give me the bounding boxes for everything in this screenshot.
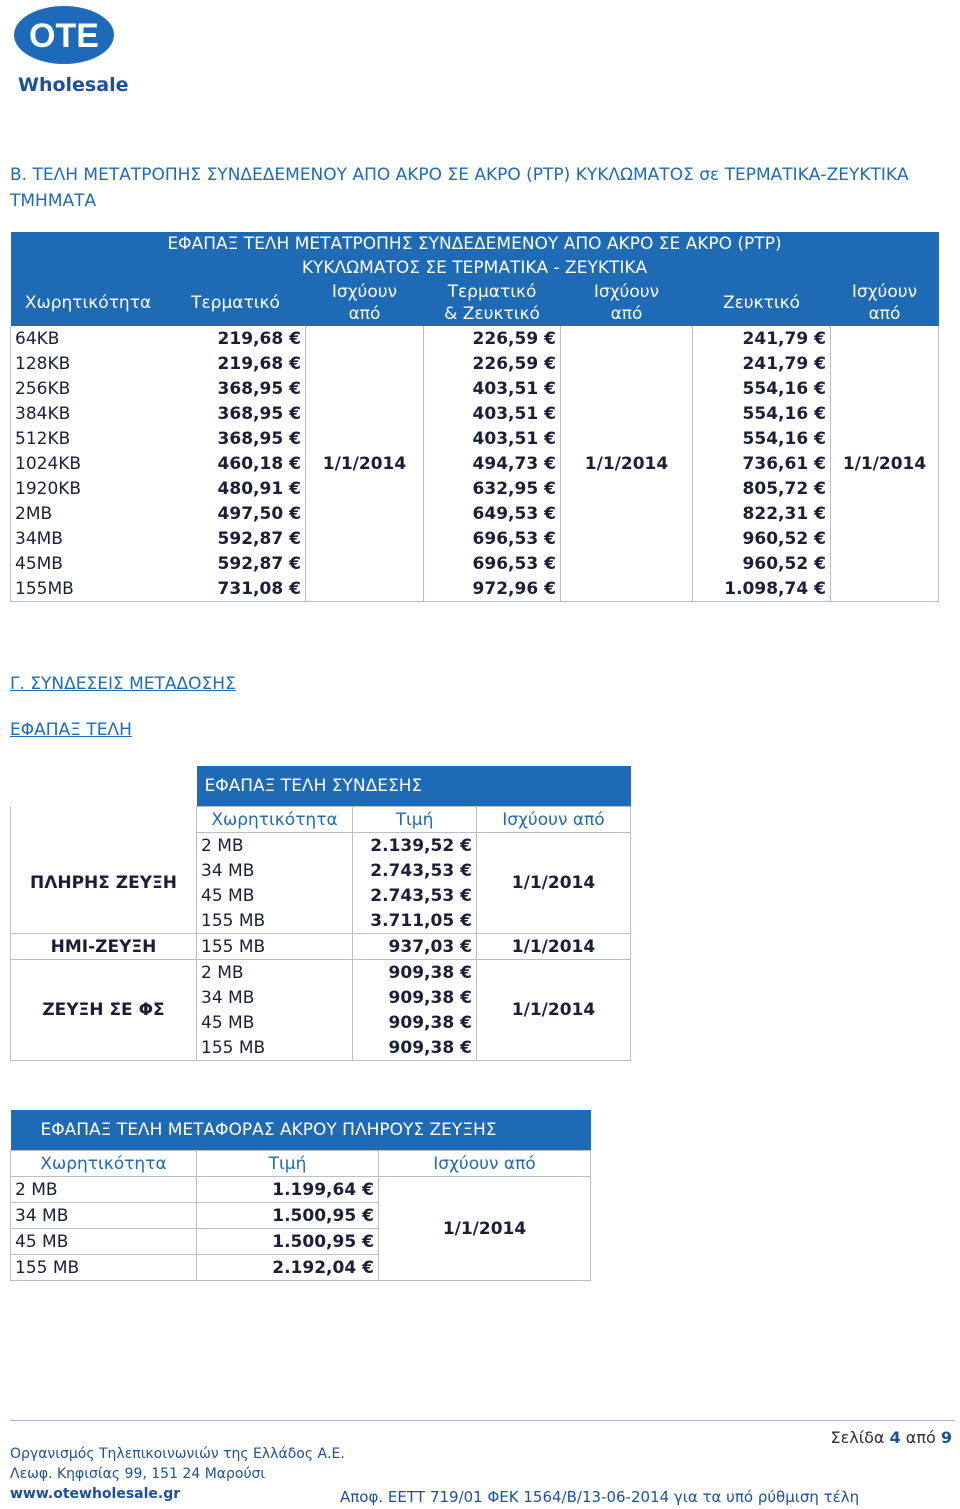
col-pair-header: Ζευκτικό: [722, 293, 801, 313]
capacity-cell: 1024KB: [11, 451, 166, 476]
price-value: 1.500,95: [272, 1205, 357, 1226]
price-cell: [353, 858, 477, 883]
col-valid1-header: Ισχύουν από: [331, 282, 398, 324]
table1-row: [11, 551, 939, 576]
price-cell: [693, 476, 831, 501]
euro-icon: €: [544, 528, 556, 549]
euro-icon: €: [814, 403, 826, 424]
col-terminal-header: Τερματικό: [191, 293, 280, 313]
price-cell: [353, 1010, 477, 1035]
price-value: 736,61: [742, 453, 809, 474]
capacity-cell: 512KB: [11, 426, 166, 451]
col-capacity-header: Χωρητικότητα: [197, 807, 353, 833]
price-value: 226,59: [472, 353, 539, 374]
price-value: 909,38: [388, 1037, 455, 1058]
ote-wholesale-logo: [10, 4, 129, 96]
price-cell: [353, 833, 477, 859]
euro-icon: €: [814, 453, 826, 474]
section-b-title: Β. ΤΕΛΗ ΜΕΤΑΤΡΟΠΗΣ ΣΥΝΔΕΔΕΜΕΝΟΥ ΑΠΟ ΑΚΡΟ ΣΕ ΑΚΡΟ (PTP) ΚΥΚΛΩΜΑΤΟΣ σε ΤΕΡΜΑΤΙΚΑ-ΖΕΥΚΤΙΚΑ ΤΜΗΜΑΤΑ: [10, 165, 909, 211]
table1-row: [11, 501, 939, 526]
price-cell: [424, 551, 561, 576]
footer-website-link[interactable]: www.otewholesale.gr: [10, 1486, 181, 1502]
capacity-cell: 45MB: [11, 551, 166, 576]
price-value: 696,53: [472, 553, 539, 574]
price-value: 960,52: [742, 553, 809, 574]
price-value: 696,53: [472, 528, 539, 549]
price-value: 632,95: [472, 478, 539, 499]
euro-icon: €: [289, 403, 301, 424]
footer-regulation: Αποφ. ΕΕΤΤ 719/01 ΦΕΚ 1564/Β/13-06-2014 για τα υπό ρύθμιση τέλη: [340, 1488, 860, 1506]
table2-title: ΕΦΑΠΑΞ ΤΕΛΗ ΣΥΝΔΕΣΗΣ: [197, 766, 631, 807]
euro-icon: €: [460, 860, 472, 881]
price-cell: [693, 376, 831, 401]
price-cell: [166, 576, 306, 602]
euro-icon: €: [544, 478, 556, 499]
price-cell: [353, 985, 477, 1010]
price-value: 494,73: [472, 453, 539, 474]
logo-mark-text: OTE: [29, 17, 99, 55]
logo-wordmark: Wholesale: [18, 74, 129, 96]
price-cell: [424, 451, 561, 476]
euro-icon: €: [544, 428, 556, 449]
price-cell: [424, 476, 561, 501]
capacity-cell: 2 MB: [11, 1177, 197, 1203]
col-capacity-header: Χωρητικότητα: [24, 293, 152, 313]
price-value: 592,87: [217, 553, 284, 574]
price-cell: [166, 401, 306, 426]
euro-icon: €: [362, 1257, 374, 1278]
price-cell: [424, 326, 561, 351]
capacity-cell: 64KB: [11, 326, 166, 351]
price-cell: [353, 960, 477, 986]
group-label: ΠΛΗΡΗΣ ΖΕΥΞΗ: [11, 833, 197, 934]
col-valid-header: Ισχύουν από: [379, 1151, 591, 1177]
price-cell: [166, 451, 306, 476]
col-terminal-pair-header: Τερματικό & Ζευκτικό: [444, 282, 540, 324]
euro-icon: €: [814, 553, 826, 574]
price-cell: [166, 551, 306, 576]
valid-from-cell: 1/1/2014: [477, 833, 631, 934]
price-value: 241,79: [742, 328, 809, 349]
euro-icon: €: [460, 835, 472, 856]
euro-icon: €: [814, 578, 826, 599]
price-value: 368,95: [217, 378, 284, 399]
price-cell: [693, 551, 831, 576]
price-value: 480,91: [217, 478, 284, 499]
price-value: 972,96: [472, 578, 539, 599]
euro-icon: €: [289, 428, 301, 449]
capacity-cell: 2 MB: [201, 835, 244, 856]
capacity-cell: 34 MB: [201, 987, 255, 1008]
capacity-cell: 2 MB: [201, 962, 244, 983]
euro-icon: €: [460, 885, 472, 906]
price-value: 403,51: [472, 378, 539, 399]
capacity-cell: 34 MB: [201, 860, 255, 881]
price-value: 2.192,04: [272, 1257, 357, 1278]
price-cell: [166, 476, 306, 501]
connection-fees-table: [10, 766, 631, 1061]
price-cell: [166, 501, 306, 526]
price-cell: [424, 376, 561, 401]
table2-header-row: [11, 807, 631, 833]
blank-cell: [11, 807, 197, 833]
euro-icon: €: [544, 553, 556, 574]
footer-address: Λεωφ. Κηφισίας 99, 151 24 Μαρούσι: [10, 1466, 266, 1482]
price-cell: [197, 1177, 379, 1203]
capacity-cell: 45 MB: [201, 885, 255, 906]
capacity-cell: 34 MB: [11, 1203, 197, 1229]
col-valid-header: Ισχύουν από: [477, 807, 631, 833]
euro-icon: €: [544, 353, 556, 374]
price-value: 554,16: [742, 428, 809, 449]
euro-icon: €: [362, 1231, 374, 1252]
capacity-cell: 45 MB: [11, 1229, 197, 1255]
price-cell: [424, 426, 561, 451]
footer-org: Οργανισμός Τηλεπικοινωνιών της Ελλάδος Α.Ε.: [10, 1446, 345, 1462]
price-value: 822,31: [742, 503, 809, 524]
price-value: 368,95: [217, 428, 284, 449]
price-value: 368,95: [217, 403, 284, 424]
price-value: 403,51: [472, 403, 539, 424]
capacity-cell: 34MB: [11, 526, 166, 551]
table2-title-row: [11, 766, 631, 807]
euro-icon: €: [814, 503, 826, 524]
table2-row: [11, 960, 631, 986]
table1-row: [11, 426, 939, 451]
price-value: 554,16: [742, 378, 809, 399]
table3-row: [11, 1177, 591, 1203]
price-cell: [353, 1035, 477, 1061]
price-value: 960,52: [742, 528, 809, 549]
euro-icon: €: [544, 328, 556, 349]
capacity-cell: 2MB: [11, 501, 166, 526]
section-c-title: Γ. ΣΥΝΔΕΣΕΙΣ ΜΕΤΑΔΟΣΗΣ: [10, 674, 236, 694]
valid-from-cell: 1/1/2014: [561, 326, 693, 602]
price-cell: [166, 351, 306, 376]
euro-icon: €: [289, 478, 301, 499]
price-value: 3.711,05: [370, 910, 455, 931]
euro-icon: €: [544, 503, 556, 524]
price-cell: [424, 501, 561, 526]
euro-icon: €: [814, 428, 826, 449]
price-cell: [166, 376, 306, 401]
capacity-cell: 45 MB: [201, 1012, 255, 1033]
capacity-cell: 155 MB: [11, 1255, 197, 1281]
euro-icon: €: [289, 353, 301, 374]
price-cell: [424, 576, 561, 602]
price-cell: [693, 401, 831, 426]
valid-from-cell: 1/1/2014: [477, 934, 631, 960]
price-cell: [693, 526, 831, 551]
price-cell: [197, 1255, 379, 1281]
table2-row: [11, 833, 631, 859]
page-number: Σελίδα 4 από 9: [830, 1428, 952, 1447]
euro-icon: €: [814, 478, 826, 499]
table1-row: [11, 576, 939, 602]
euro-icon: €: [460, 962, 472, 983]
col-valid2-header: Ισχύουν από: [593, 282, 660, 324]
price-cell: [166, 426, 306, 451]
euro-icon: €: [289, 453, 301, 474]
euro-icon: €: [289, 378, 301, 399]
transfer-fees-table: [10, 1110, 591, 1281]
table1-row: [11, 526, 939, 551]
table3-title: ΕΦΑΠΑΞ ΤΕΛΗ ΜΕΤΑΦΟΡΑΣ ΑΚΡΟΥ ΠΛΗΡΟΥΣ ΖΕΥΞΗΣ: [11, 1110, 591, 1151]
price-value: 219,68: [217, 328, 284, 349]
price-cell: [166, 526, 306, 551]
table1-title-line2: ΚΥΚΛΩΜΑΤΟΣ ΣΕ ΤΕΡΜΑΤΙΚΑ - ΖΕΥΚΤΙΚΑ: [301, 258, 648, 278]
price-cell: [693, 326, 831, 351]
price-cell: [693, 426, 831, 451]
price-value: 2.743,53: [370, 885, 455, 906]
price-value: 1.098,74: [724, 578, 809, 599]
euro-icon: €: [289, 328, 301, 349]
price-cell: [693, 351, 831, 376]
capacity-cell: 384KB: [11, 401, 166, 426]
euro-icon: €: [814, 528, 826, 549]
price-cell: [693, 501, 831, 526]
price-value: 241,79: [742, 353, 809, 374]
price-cell: [197, 1203, 379, 1229]
col-valid3-header: Ισχύουν από: [851, 282, 918, 324]
capacity-cell: 128KB: [11, 351, 166, 376]
price-cell: [166, 326, 306, 351]
euro-icon: €: [362, 1205, 374, 1226]
capacity-cell: 1920KB: [11, 476, 166, 501]
price-value: 909,38: [388, 962, 455, 983]
valid-from-cell: 1/1/2014: [306, 326, 424, 602]
table1-row: [11, 451, 939, 476]
euro-icon: €: [460, 1037, 472, 1058]
price-cell: [693, 451, 831, 476]
col-price-header: Τιμή: [353, 807, 477, 833]
euro-icon: €: [460, 936, 472, 957]
blank-cell: [11, 766, 197, 807]
col-price-header: Τιμή: [197, 1151, 379, 1177]
price-cell: [424, 526, 561, 551]
price-value: 226,59: [472, 328, 539, 349]
price-value: 403,51: [472, 428, 539, 449]
price-value: 2.139,52: [370, 835, 455, 856]
price-cell: [197, 1229, 379, 1255]
price-value: 937,03: [388, 936, 455, 957]
ote-logo-icon: [12, 4, 116, 66]
euro-icon: €: [544, 378, 556, 399]
euro-icon: €: [289, 578, 301, 599]
valid-from-cell: 1/1/2014: [477, 960, 631, 1061]
price-cell: [693, 576, 831, 602]
table2-row: [11, 934, 631, 960]
euro-icon: €: [289, 503, 301, 524]
table3-title-row: [11, 1110, 591, 1151]
price-cell: [353, 934, 477, 960]
section-c-subtitle: ΕΦΑΠΑΞ ΤΕΛΗ: [10, 720, 132, 740]
euro-icon: €: [814, 378, 826, 399]
group-label: ΖΕΥΞΗ ΣΕ ΦΣ: [11, 960, 197, 1061]
capacity-cell: 256KB: [11, 376, 166, 401]
euro-icon: €: [460, 987, 472, 1008]
table1-row: [11, 401, 939, 426]
valid-from-cell: 1/1/2014: [831, 326, 939, 602]
table1-title-row: [11, 232, 939, 280]
euro-icon: €: [544, 578, 556, 599]
capacity-cell: 155 MB: [197, 908, 353, 934]
valid-from-cell: 1/1/2014: [379, 1177, 591, 1281]
capacity-cell: 155 MB: [197, 1035, 353, 1061]
footer-divider: [10, 1420, 955, 1421]
price-value: 592,87: [217, 528, 284, 549]
euro-icon: €: [544, 453, 556, 474]
table1-row: [11, 326, 939, 351]
table1-title: [11, 232, 939, 280]
price-value: 805,72: [742, 478, 809, 499]
price-value: 2.743,53: [370, 860, 455, 881]
col-capacity-header: Χωρητικότητα: [11, 1151, 197, 1177]
conversion-fees-table: [10, 232, 939, 602]
euro-icon: €: [460, 1012, 472, 1033]
table1-row: [11, 376, 939, 401]
price-value: 1.500,95: [272, 1231, 357, 1252]
table1-title-line1: ΕΦΑΠΑΞ ΤΕΛΗ ΜΕΤΑΤΡΟΠΗΣ ΣΥΝΔΕΔΕΜΕΝΟΥ ΑΠΟ ΑΚΡΟ ΣΕ ΑΚΡΟ (PTP): [167, 234, 782, 254]
table1-row: [11, 476, 939, 501]
price-value: 909,38: [388, 1012, 455, 1033]
price-cell: [353, 883, 477, 908]
euro-icon: €: [289, 528, 301, 549]
group-label: ΗΜΙ-ΖΕΥΞΗ: [11, 934, 197, 960]
price-value: 909,38: [388, 987, 455, 1008]
euro-icon: €: [362, 1179, 374, 1200]
table1-header-row: [11, 280, 939, 326]
price-cell: [424, 401, 561, 426]
price-value: 731,08: [217, 578, 284, 599]
capacity-cell: 155MB: [11, 576, 166, 602]
euro-icon: €: [460, 910, 472, 931]
price-value: 460,18: [217, 453, 284, 474]
price-value: 497,50: [217, 503, 284, 524]
table1-row: [11, 351, 939, 376]
table3-header-row: [11, 1151, 591, 1177]
price-value: 219,68: [217, 353, 284, 374]
price-cell: [353, 908, 477, 934]
euro-icon: €: [814, 328, 826, 349]
price-value: 1.199,64: [272, 1179, 357, 1200]
euro-icon: €: [544, 403, 556, 424]
euro-icon: €: [289, 553, 301, 574]
capacity-cell: 155 MB: [197, 934, 353, 960]
price-cell: [424, 351, 561, 376]
price-value: 649,53: [472, 503, 539, 524]
price-value: 554,16: [742, 403, 809, 424]
euro-icon: €: [814, 353, 826, 374]
